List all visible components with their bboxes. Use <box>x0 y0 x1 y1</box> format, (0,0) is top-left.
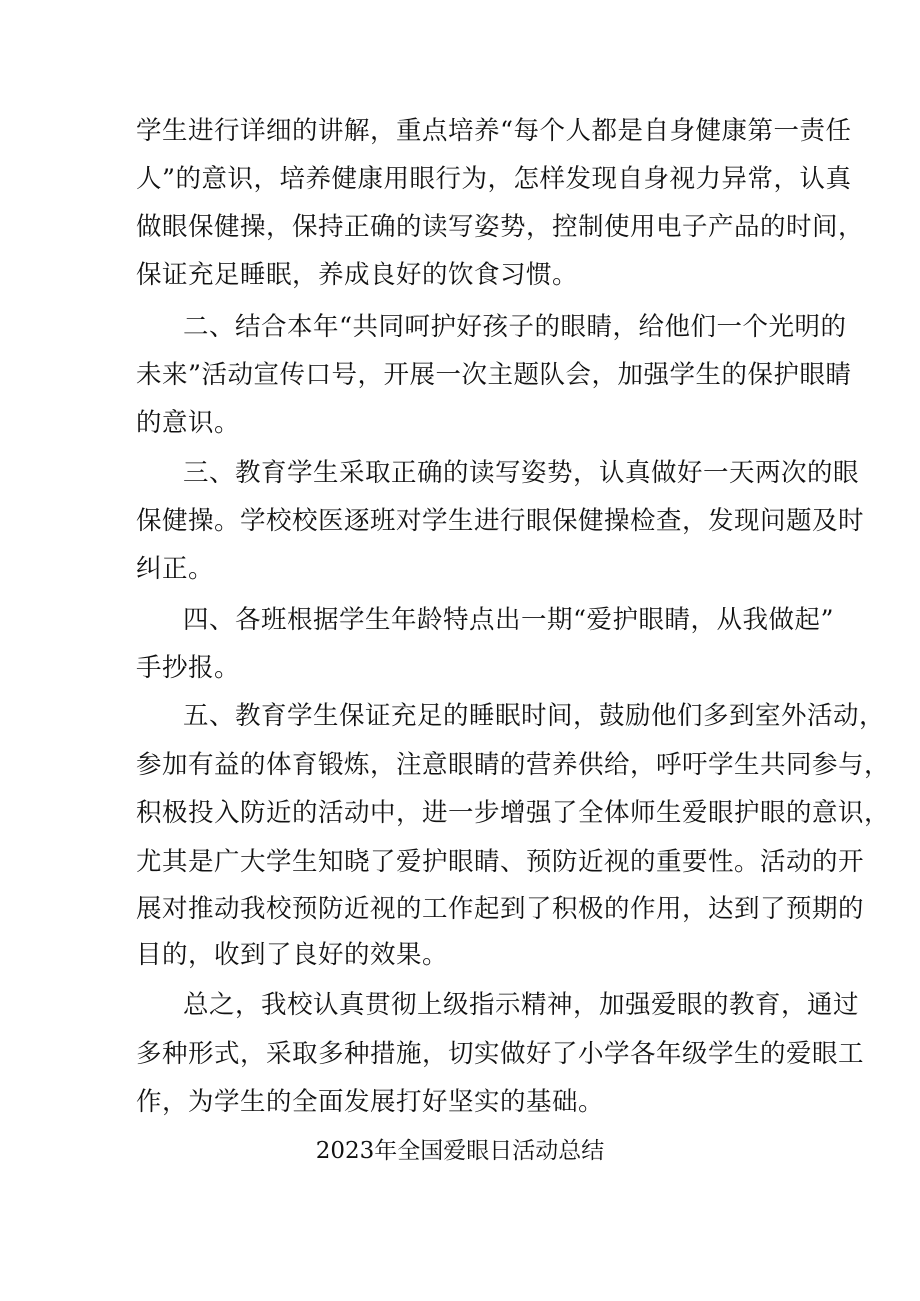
text-line: 未来”活动宣传口号，开展一次主题队会，加强学生的保护眼睛 <box>136 360 852 390</box>
text-line: 积极投入防近的活动中，进一步增强了全体师生爱眼护眼的意识， <box>136 798 891 828</box>
text-line: 展对推动我校预防近视的工作起到了积极的作用，达到了预期的 <box>136 894 865 924</box>
document-title: 2023年全国爱眼日活动总结 <box>315 1138 605 1164</box>
text-line: 四、各班根据学生年龄特点出一期“爱护眼睛，从我做起” <box>183 605 835 635</box>
text-line: 纠正。 <box>136 554 215 584</box>
text-line: 学生进行详细的讲解，重点培养“每个人都是自身健康第一责任 <box>136 116 852 146</box>
text-line: 保健操。学校校医逐班对学生进行眼保健操检查，发现问题及时 <box>136 506 865 536</box>
text-line: 三、教育学生采取正确的读写姿势，认真做好一天两次的眼 <box>183 458 860 488</box>
text-line: 二、结合本年“共同呵护好孩子的眼睛，给他们一个光明的 <box>183 312 847 342</box>
text-line: 人”的意识，培养健康用眼行为，怎样发现自身视力异常，认真 <box>136 164 852 194</box>
text-line: 尤其是广大学生知晓了爱护眼睛、预防近视的重要性。活动的开 <box>136 847 865 877</box>
text-line: 做眼保健操，保持正确的读写姿势，控制使用电子产品的时间， <box>136 212 865 242</box>
text-line: 总之，我校认真贯彻上级指示精神，加强爱眼的教育，通过 <box>183 990 860 1020</box>
text-line: 的意识。 <box>136 408 241 438</box>
text-line: 保证充足睡眠，养成良好的饮食习惯。 <box>136 260 579 290</box>
text-line: 目的，收到了良好的效果。 <box>136 940 449 970</box>
text-line: 参加有益的体育锻炼，注意眼睛的营养供给，呼吁学生共同参与， <box>136 750 891 780</box>
text-line: 多种形式，采取多种措施，切实做好了小学各年级学生的爱眼工 <box>136 1039 865 1069</box>
text-line: 五、教育学生保证充足的睡眠时间，鼓励他们多到室外活动， <box>183 701 886 731</box>
text-line: 手抄报。 <box>136 653 241 683</box>
text-line: 作，为学生的全面发展打好坚实的基础。 <box>136 1087 605 1117</box>
